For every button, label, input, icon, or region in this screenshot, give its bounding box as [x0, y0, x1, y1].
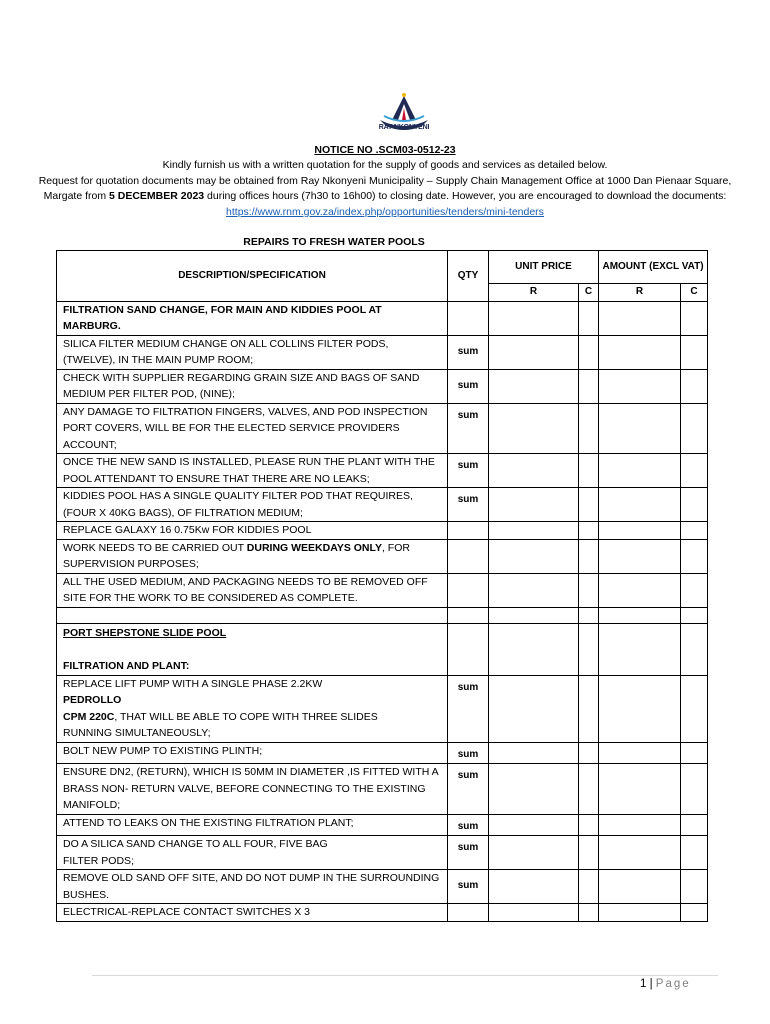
row-emphasis: PEDROLLO	[63, 694, 122, 706]
row-emphasis: DURING WEEKDAYS ONLY	[246, 541, 382, 554]
row-text: FILTER PODS;	[63, 854, 134, 867]
page-number: 1	[640, 978, 647, 990]
row-description: ENSURE DN2, (RETURN), WHICH IS 50MM IN DIAMETER ,IS FITTED WITH A BRASS NON- RETURN VALVE, BEFORE CONNECTING TO THE EXISTING MANIFOLD;	[57, 764, 448, 815]
row-description: KIDDIES POOL HAS A SINGLE QUALITY FILTER POD THAT REQUIRES, (FOUR X 40KG BAGS), OF FILTRATION MEDIUM;	[57, 488, 448, 522]
row-emphasis: CPM 220C	[63, 710, 115, 723]
table-row	[57, 870, 708, 904]
row-text: , THAT WILL BE ABLE TO COPE WITH THREE SLIDES	[114, 710, 378, 723]
row-text	[63, 709, 381, 726]
row-text: , FOR SUPERVISION PURPOSES;	[63, 541, 410, 570]
table-row	[57, 522, 708, 540]
header-qty: QTY	[448, 251, 489, 302]
row-description: ONCE THE NEW SAND IS INSTALLED, PLEASE RUN THE PLANT WITH THE POOL ATTENDANT TO ENSURE THAT THERE ARE NO LEAKS;	[57, 454, 448, 488]
row-qty: sum	[448, 742, 489, 764]
table-row	[57, 539, 708, 573]
row-description	[57, 836, 448, 870]
intro-paragraph	[22, 158, 748, 220]
table-row	[57, 454, 708, 488]
table-row	[57, 742, 708, 764]
table-row	[57, 573, 708, 607]
row-description	[57, 539, 448, 573]
tenders-link[interactable]: https://www.rnm.gov.za/index.php/opportunities/tenders/mini-tenders	[226, 205, 544, 218]
row-qty: sum	[448, 403, 489, 454]
page-number-footer	[640, 978, 691, 990]
header-amount-r: R	[599, 284, 681, 302]
row-qty: sum	[448, 814, 489, 836]
row-text: RUNNING SIMULTANEOUSLY;	[63, 727, 211, 739]
notice-number: NOTICE NO .SCM03-0512-23	[314, 144, 456, 156]
row-qty: sum	[448, 675, 489, 742]
table-row	[57, 764, 708, 815]
intro-line-2	[22, 174, 748, 221]
header-unit-r: R	[489, 284, 579, 302]
row-qty: sum	[448, 335, 489, 369]
quotation-table	[56, 250, 708, 922]
row-description: SILICA FILTER MEDIUM CHANGE ON ALL COLLINS FILTER PODS, (TWELVE), IN THE MAIN PUMP ROOM;	[57, 335, 448, 369]
row-description: REPLACE GALAXY 16 0.75Kw FOR KIDDIES POOL	[57, 522, 448, 540]
intro-text-b: during offices hours (7h30 to 16h00) to closing date. However, you are encouraged to download the documents:	[204, 190, 727, 202]
intro-date: 5 DECEMBER 2023	[109, 190, 205, 202]
section-subheading: FILTRATION AND PLANT:	[63, 660, 190, 672]
header-unit-c: C	[579, 284, 599, 302]
row-description: ATTEND TO LEAKS ON THE EXISTING FILTRATION PLANT;	[57, 814, 448, 836]
row-text: REPLACE LIFT PUMP WITH A SINGLE PHASE 2.2KW	[63, 677, 323, 690]
row-qty: sum	[448, 454, 489, 488]
table-row	[57, 369, 708, 403]
row-description: BOLT NEW PUMP TO EXISTING PLINTH;	[57, 742, 448, 764]
page-separator: |	[646, 978, 656, 990]
row-description: CHECK WITH SUPPLIER REGARDING GRAIN SIZE AND BAGS OF SAND MEDIUM PER FILTER POD, (NINE);	[57, 369, 448, 403]
section-heading: PORT SHEPSTONE SLIDE POOL	[63, 626, 227, 639]
header-amount: AMOUNT (EXCL VAT)	[599, 251, 708, 284]
row-description: REMOVE OLD SAND OFF SITE, AND DO NOT DUMP IN THE SURROUNDING BUSHES.	[57, 870, 448, 904]
table-row	[57, 814, 708, 836]
row-qty: sum	[448, 870, 489, 904]
row-description	[57, 675, 448, 742]
row-description: ELECTRICAL-REPLACE CONTACT SWITCHES X 3	[57, 904, 448, 922]
row-description	[57, 623, 448, 675]
table-row	[57, 623, 708, 675]
row-description: ALL THE USED MEDIUM, AND PACKAGING NEEDS TO BE REMOVED OFF SITE FOR THE WORK TO BE CONSIDERED AS COMPLETE.	[57, 573, 448, 607]
header-description: DESCRIPTION/SPECIFICATION	[57, 251, 448, 302]
header-unit-price: UNIT PRICE	[489, 251, 599, 284]
table-row-empty	[57, 607, 708, 623]
table-row	[57, 301, 708, 335]
footer-divider	[92, 975, 718, 976]
page-label: Page	[655, 978, 691, 990]
row-qty: sum	[448, 764, 489, 815]
row-qty: sum	[448, 369, 489, 403]
table-row	[57, 403, 708, 454]
row-description: ANY DAMAGE TO FILTRATION FINGERS, VALVES, AND POD INSPECTION PORT COVERS, WILL BE FOR THE ELECTED SERVICE PROVIDERS ACCOUNT;	[57, 403, 448, 454]
logo-text: RAY NKONYENI	[378, 124, 430, 131]
table-row	[57, 836, 708, 870]
row-qty: sum	[448, 836, 489, 870]
table-title: REPAIRS TO FRESH WATER POOLS	[243, 236, 425, 248]
table-row	[57, 335, 708, 369]
table-row	[57, 488, 708, 522]
intro-text-a: Request for quotation documents may be obtained from Ray Nkonyeni Municipality – Supply Chain Management Office at 1000 Dan Pienaar Square, Margate from	[38, 174, 732, 202]
header-amount-c: C	[681, 284, 708, 302]
row-description: FILTRATION SAND CHANGE, FOR MAIN AND KIDDIES POOL AT MARBURG.	[57, 301, 448, 335]
row-qty: sum	[448, 488, 489, 522]
intro-line-1: Kindly furnish us with a written quotation for the supply of goods and services as detailed below.	[162, 159, 608, 171]
table-row	[57, 904, 708, 922]
table-row	[57, 675, 708, 742]
row-text: WORK NEEDS TO BE CARRIED OUT	[63, 541, 247, 554]
row-text: DO A SILICA SAND CHANGE TO ALL FOUR, FIVE BAG	[63, 838, 328, 850]
